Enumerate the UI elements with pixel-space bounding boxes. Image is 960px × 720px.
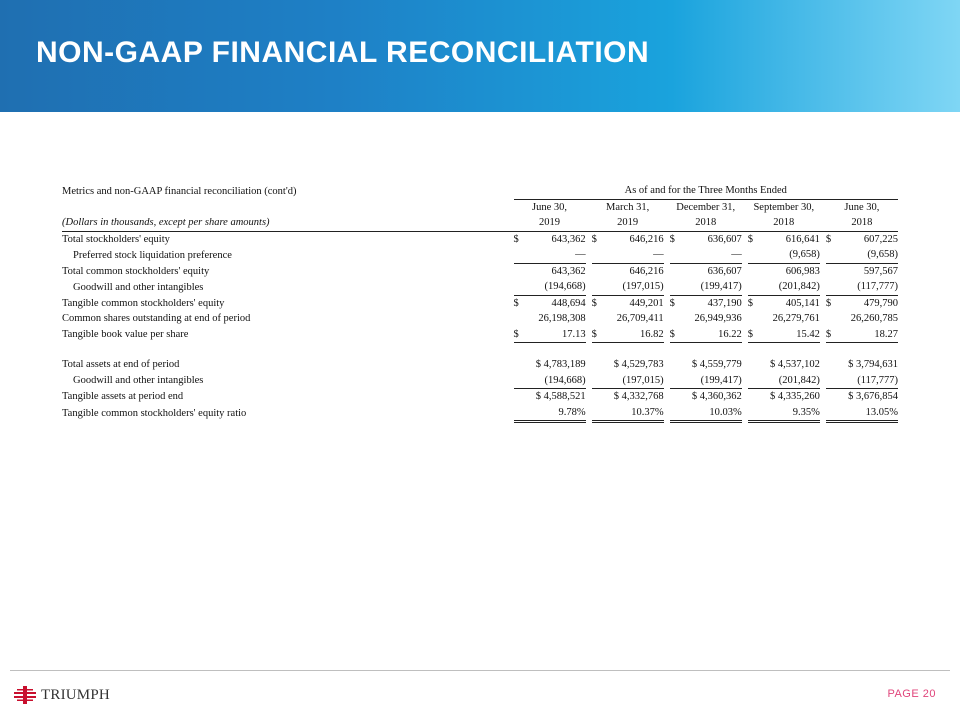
cell-value: (199,417) xyxy=(700,281,742,293)
value-cell xyxy=(670,231,742,247)
value-cell xyxy=(592,295,664,311)
cell-value: 437,190 xyxy=(707,297,742,309)
cell-value: $ 4,332,768 xyxy=(613,391,664,403)
value-cell xyxy=(670,311,742,327)
cell-value: 26,260,785 xyxy=(850,313,898,325)
value-cell xyxy=(592,357,664,373)
value-cell xyxy=(592,405,664,422)
value-cell xyxy=(514,327,586,343)
value-cell xyxy=(592,279,664,295)
footer-divider xyxy=(10,670,950,671)
value-cell xyxy=(514,295,586,311)
currency-symbol: $ xyxy=(747,233,753,245)
value-cell xyxy=(514,279,586,295)
currency-symbol: $ xyxy=(591,297,597,309)
value-cell xyxy=(826,263,898,279)
cell-value: 17.13 xyxy=(561,328,586,340)
cell-value: (201,842) xyxy=(778,281,820,293)
cell-value: 16.82 xyxy=(640,328,664,340)
currency-symbol: $ xyxy=(825,233,832,245)
value-cell xyxy=(748,311,820,327)
column-year: 2019 xyxy=(592,215,664,231)
cell-value: 607,225 xyxy=(863,233,898,245)
currency-symbol: $ xyxy=(513,328,519,340)
value-cell xyxy=(748,357,820,373)
cell-value: (197,015) xyxy=(622,374,664,386)
cell-value: $ 3,676,854 xyxy=(848,391,898,403)
value-cell xyxy=(592,311,664,327)
cell-value: 606,983 xyxy=(785,265,820,277)
value-cell xyxy=(670,373,742,389)
cell-value: (117,777) xyxy=(857,374,898,386)
value-cell xyxy=(748,295,820,311)
value-cell xyxy=(592,373,664,389)
currency-symbol: $ xyxy=(669,328,675,340)
cell-value: (197,015) xyxy=(622,281,664,293)
value-cell xyxy=(826,389,898,405)
cell-value: $ 4,588,521 xyxy=(535,391,586,403)
cell-value: $ 4,559,779 xyxy=(691,359,742,371)
currency-symbol: $ xyxy=(591,328,597,340)
value-cell xyxy=(670,279,742,295)
value-cell xyxy=(592,231,664,247)
value-cell xyxy=(748,405,820,422)
currency-symbol: $ xyxy=(747,328,753,340)
column-header-row-2 xyxy=(62,215,898,231)
value-cell xyxy=(670,389,742,405)
page-number: PAGE 20 xyxy=(887,688,936,700)
value-cell xyxy=(514,357,586,373)
cell-value: 26,279,761 xyxy=(772,313,820,325)
column-year: 2018 xyxy=(670,215,742,231)
table-row xyxy=(62,231,898,247)
value-cell xyxy=(826,373,898,389)
triumph-logo-icon xyxy=(14,686,36,704)
currency-symbol: $ xyxy=(669,233,675,245)
cell-value: 449,201 xyxy=(629,297,664,309)
cell-value: $ 4,529,783 xyxy=(613,359,664,371)
cell-value: (194,668) xyxy=(544,281,586,293)
row-label: Tangible common stockholders' equity ratio xyxy=(62,407,247,419)
cell-value: — xyxy=(731,249,742,261)
cell-value: 616,641 xyxy=(785,233,820,245)
cell-value: (9,658) xyxy=(867,249,898,261)
table-row xyxy=(62,327,898,343)
column-header-row-1 xyxy=(62,199,898,215)
row-label: Tangible book value per share xyxy=(62,329,189,340)
value-cell xyxy=(670,327,742,343)
row-label: Goodwill and other intangibles xyxy=(73,375,204,386)
row-label: Total common stockholders' equity xyxy=(62,265,210,277)
cell-value: (199,417) xyxy=(700,374,742,386)
value-cell xyxy=(670,295,742,311)
cell-value: — xyxy=(575,249,586,261)
cell-value: 636,607 xyxy=(707,265,742,277)
reconciliation-table xyxy=(62,183,898,423)
table-row xyxy=(62,405,898,422)
group-header: As of and for the Three Months Ended xyxy=(514,183,898,199)
cell-value: 636,607 xyxy=(707,233,742,245)
cell-value: (117,777) xyxy=(857,281,898,293)
cell-value: (194,668) xyxy=(544,374,586,386)
page-title: NON-GAAP FINANCIAL RECONCILIATION xyxy=(36,36,650,69)
value-cell xyxy=(514,263,586,279)
table-row xyxy=(62,263,898,279)
value-cell xyxy=(514,247,586,263)
value-cell xyxy=(670,247,742,263)
column-header: March 31, xyxy=(606,201,650,213)
column-header: June 30, xyxy=(844,201,880,213)
column-header: September 30, xyxy=(753,201,815,213)
value-cell xyxy=(514,405,586,422)
cell-value: 646,216 xyxy=(629,233,664,245)
currency-symbol: $ xyxy=(825,328,832,340)
cell-value: $ 4,335,260 xyxy=(769,391,820,403)
value-cell xyxy=(826,247,898,263)
value-cell xyxy=(826,295,898,311)
value-cell xyxy=(748,263,820,279)
value-cell xyxy=(826,405,898,422)
row-label: Tangible common stockholders' equity xyxy=(62,297,225,309)
currency-symbol: $ xyxy=(513,297,519,309)
cell-value: 10.03% xyxy=(709,406,742,418)
table-caption: Metrics and non-GAAP financial reconciliation (cont'd) xyxy=(62,185,297,197)
column-year: 2018 xyxy=(748,215,820,231)
cell-value: 13.05% xyxy=(865,406,898,418)
cell-value: 16.22 xyxy=(718,328,742,340)
cell-value: — xyxy=(653,249,664,261)
value-cell xyxy=(670,405,742,422)
value-cell xyxy=(826,327,898,343)
table-caption-row xyxy=(62,183,898,199)
value-cell xyxy=(826,357,898,373)
row-label: Common shares outstanding at end of period xyxy=(62,313,251,325)
spacer-row xyxy=(62,343,898,358)
cell-value: 448,694 xyxy=(551,297,586,309)
cell-value: 18.27 xyxy=(874,328,898,340)
cell-value: $ 4,360,362 xyxy=(691,391,742,403)
value-cell xyxy=(748,247,820,263)
value-cell xyxy=(592,247,664,263)
cell-value: 26,949,936 xyxy=(694,313,742,325)
cell-value: 479,790 xyxy=(863,297,898,309)
column-header: December 31, xyxy=(676,201,736,213)
cell-value: 643,362 xyxy=(551,233,586,245)
value-cell xyxy=(514,373,586,389)
value-cell xyxy=(514,231,586,247)
row-label: Total assets at end of period xyxy=(62,359,180,371)
cell-value: $ 4,783,189 xyxy=(535,359,586,371)
table-row xyxy=(62,389,898,405)
table-row xyxy=(62,295,898,311)
table-row xyxy=(62,373,898,389)
currency-symbol: $ xyxy=(513,233,519,245)
value-cell xyxy=(592,327,664,343)
cell-value: (9,658) xyxy=(789,249,820,261)
currency-symbol: $ xyxy=(825,297,832,309)
cell-value: 643,362 xyxy=(551,265,586,277)
units-note: (Dollars in thousands, except per share amounts) xyxy=(62,215,506,231)
cell-value: $ 4,537,102 xyxy=(769,359,820,371)
cell-value: 646,216 xyxy=(629,265,664,277)
value-cell xyxy=(826,279,898,295)
row-label: Tangible assets at period end xyxy=(62,391,184,402)
cell-value: (201,842) xyxy=(778,374,820,386)
value-cell xyxy=(670,357,742,373)
logo-text: TRIUMPH xyxy=(41,686,110,703)
cell-value: 15.42 xyxy=(796,328,820,340)
cell-value: 9.35% xyxy=(792,406,820,418)
cell-value: 9.78% xyxy=(558,406,586,418)
value-cell xyxy=(748,327,820,343)
cell-value: $ 3,794,631 xyxy=(848,359,898,371)
value-cell xyxy=(748,231,820,247)
currency-symbol: $ xyxy=(747,297,753,309)
row-label: Preferred stock liquidation preference xyxy=(73,249,232,261)
cell-value: 405,141 xyxy=(785,297,820,309)
table-row xyxy=(62,311,898,327)
value-cell xyxy=(514,389,586,405)
header-banner xyxy=(0,0,960,112)
column-header: June 30, xyxy=(532,201,568,213)
column-year: 2018 xyxy=(826,215,898,231)
value-cell xyxy=(826,311,898,327)
value-cell xyxy=(592,263,664,279)
table-row xyxy=(62,279,898,295)
value-cell xyxy=(748,373,820,389)
row-label: Goodwill and other intangibles xyxy=(73,281,204,293)
column-year: 2019 xyxy=(514,215,586,231)
currency-symbol: $ xyxy=(669,297,675,309)
value-cell xyxy=(670,263,742,279)
company-logo xyxy=(14,686,110,704)
table-row xyxy=(62,247,898,263)
currency-symbol: $ xyxy=(591,233,597,245)
cell-value: 26,709,411 xyxy=(616,313,664,325)
cell-value: 597,567 xyxy=(863,265,898,277)
value-cell xyxy=(592,389,664,405)
value-cell xyxy=(748,389,820,405)
table-row xyxy=(62,357,898,373)
value-cell xyxy=(826,231,898,247)
row-label: Total stockholders' equity xyxy=(62,233,170,245)
cell-value: 26,198,308 xyxy=(538,313,586,325)
value-cell xyxy=(514,311,586,327)
value-cell xyxy=(748,279,820,295)
cell-value: 10.37% xyxy=(631,406,664,418)
